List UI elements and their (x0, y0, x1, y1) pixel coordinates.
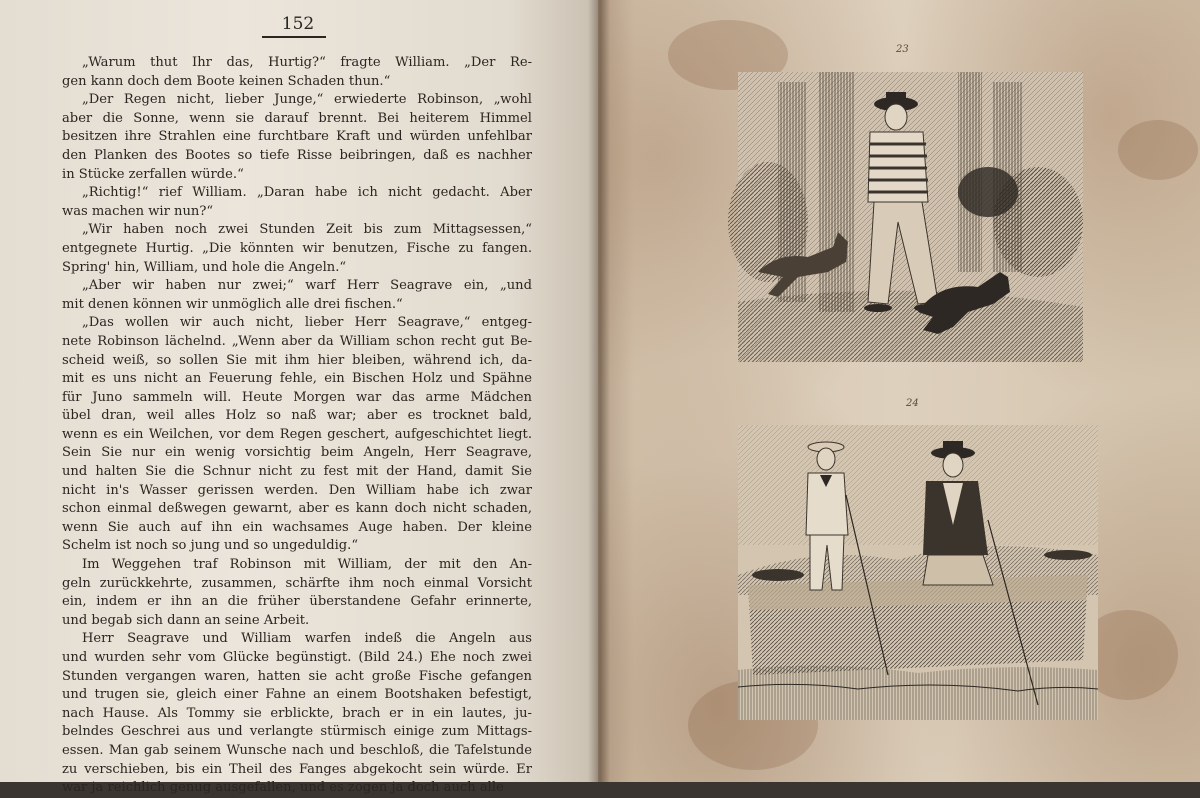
text-line: „Wir haben noch zwei Stunden Zeit bis zum Mittagsessen,“ (82, 222, 532, 238)
plate-number-bottom: 24 (906, 398, 919, 409)
page-number-rule (262, 36, 326, 38)
text-line: essen. Man gab seinem Wunsche nach und beschloß, die Tafelstunde (62, 742, 532, 758)
text-line: „Das wollen wir auch nicht, lieber Herr Seagrave,“ entgeg- (82, 315, 532, 331)
right-page (598, 0, 1200, 782)
text-line: nach Hause. Als Tommy sie erblickte, brach er in ein lautes, ju- (62, 705, 532, 721)
text-line: zu verschieben, bis ein Theil des Fanges abgekocht sein würde. Er (62, 761, 532, 777)
text-line: was machen wir nun?“ (62, 203, 214, 219)
text-line: besitzen ihre Strahlen eine furchtbare Kraft und würden unfehlbar (62, 129, 532, 145)
text-line: Sein Sie nur ein wenig vorsichtig beim Angeln, Herr Seagrave, (62, 445, 532, 461)
engraving-man-with-dogs (738, 72, 1083, 362)
fishing-scene-illustration (738, 425, 1098, 720)
text-line: „Der Regen nicht, lieber Junge,“ erwiederte Robinson, „wohl (82, 92, 532, 108)
text-line: Stunden vergangen waren, hatten sie acht große Fische gefangen (62, 668, 532, 684)
text-line: für Juno sammeln will. Heute Morgen war das arme Mädchen (62, 389, 532, 405)
text-line: nicht in's Wasser gerissen werden. Den William habe ich zwar (62, 482, 532, 498)
page-number: 152 (281, 14, 315, 34)
text-line: und begab sich dann an seine Arbeit. (62, 612, 310, 628)
left-page (0, 0, 598, 796)
text-line: den Planken des Bootes so tiefe Risse beibringen, daß es nachher (62, 147, 532, 163)
text-line: „Richtig!“ rief William. „Daran habe ich nicht gedacht. Aber (82, 185, 532, 201)
text-line: Herr Seagrave und William warfen indeß die Angeln aus (82, 631, 532, 647)
text-line: und trugen sie, gleich einer Fahne an einem Bootshaken befestigt, (62, 687, 532, 703)
text-line: Im Weggehen traf Robinson mit William, der mit den An- (82, 557, 532, 573)
text-line: wenn Sie auch auf ihn ein wachsames Auge haben. Der kleine (62, 519, 532, 535)
text-line: mit denen können wir unmöglich alle drei fischen.“ (62, 296, 403, 312)
engraving-fishing-scene (738, 425, 1098, 720)
plate-number-top: 23 (896, 44, 909, 55)
text-line: wenn es ein Weilchen, vor dem Regen geschert, aufgeschichtet liegt. (62, 426, 532, 442)
text-line: in Stücke zerfallen würde.“ (62, 166, 244, 182)
forest-scene-illustration (738, 72, 1083, 362)
body-text (62, 54, 532, 798)
book-gutter (588, 0, 610, 782)
text-line: nete Robinson lächelnd. „Wenn aber da William schon recht gut Be- (62, 333, 532, 349)
text-line: und halten Sie die Schnur nicht zu fest mit der Hand, damit Sie (62, 464, 532, 480)
text-line: belndes Geschrei aus und verlangte stürmisch einige zum Mittags- (62, 724, 532, 740)
water-stain (1118, 120, 1198, 180)
text-line: war ja reichlich genug ausgefallen, und es zogen ja doch auch alle (62, 780, 504, 796)
text-line: gen kann doch dem Boote keinen Schaden thun.“ (62, 73, 391, 89)
text-line: „Aber wir haben nur zwei;“ warf Herr Seagrave ein, „und (82, 278, 532, 294)
text-line: und wurden sehr vom Glücke begünstigt. (Bild 24.) Ehe noch zwei (62, 650, 532, 665)
text-line: „Warum thut Ihr das, Hurtig?“ fragte William. „Der Re- (82, 55, 532, 70)
text-line: mit es uns nicht an Feuerung fehle, ein Bischen Holz und Spähne (62, 371, 532, 387)
text-line: Schelm ist noch so jung und so ungeduldig.“ (62, 538, 359, 554)
text-line: entgegnete Hurtig. „Die könnten wir benutzen, Fische zu fangen. (62, 240, 532, 256)
text-line: aber die Sonne, wenn sie darauf brennt. Bei heiterem Himmel (62, 110, 532, 126)
text-line: schon einmal deßwegen gewarnt, aber es kann doch nicht schaden, (62, 501, 532, 517)
text-line: ein, indem er ihn an die früher überstandene Gefahr erinnerte, (62, 594, 532, 610)
text-line: geln zurückkehrte, zusammen, schärfte ihm noch einmal Vorsicht (62, 575, 532, 591)
text-line: Spring' hin, William, und hole die Angeln.“ (62, 259, 347, 275)
text-line: scheid weiß, so sollen Sie mit ihm hier bleiben, während ich, da- (62, 352, 532, 368)
text-line: übel dran, weil alles Holz so naß war; aber es trocknet bald, (62, 408, 532, 424)
